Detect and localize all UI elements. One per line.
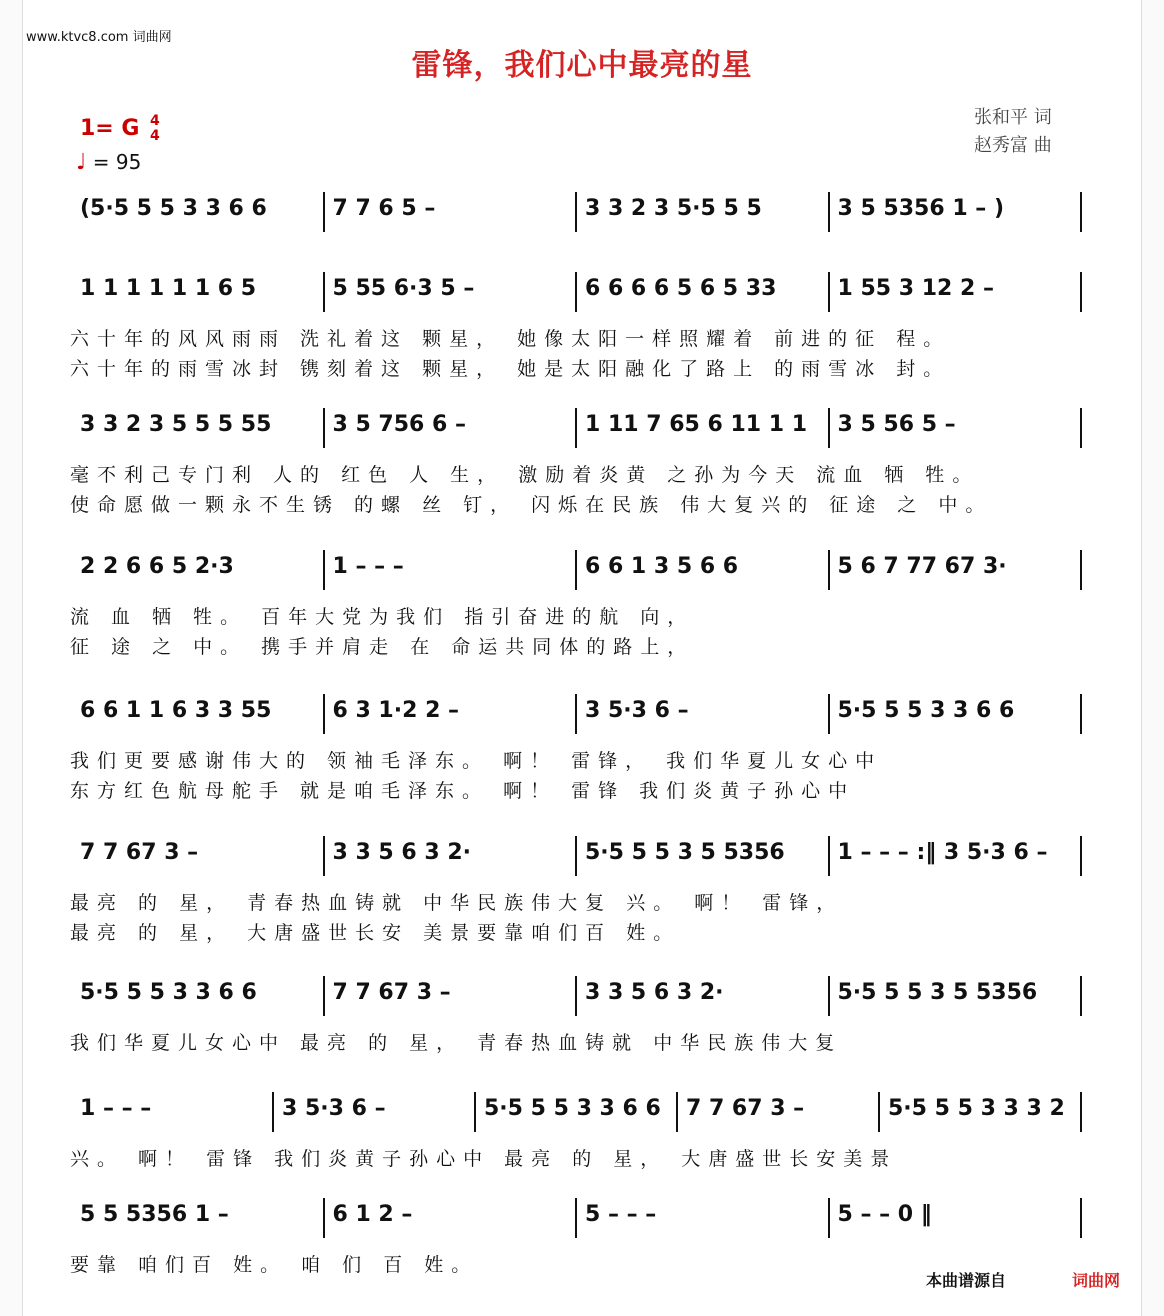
measure: 5 – – – <box>585 1202 657 1227</box>
bar-line <box>272 1092 274 1132</box>
bar-line <box>323 694 325 734</box>
tempo-value: = 95 <box>92 150 142 174</box>
measure: 5·5 5 5 3 5 5356 <box>837 980 1038 1005</box>
bar-line <box>575 408 577 448</box>
composer: 赵秀富 曲 <box>974 135 1052 156</box>
credits <box>974 104 1052 160</box>
measure: 5·5 5 5 3 3 6 6 <box>837 698 1015 723</box>
bar-line <box>828 272 830 312</box>
bar-line <box>575 550 577 590</box>
bar-line <box>474 1092 476 1132</box>
measure: (5·5 5 5 3 3 6 6 <box>80 196 267 221</box>
bar-line <box>676 1092 678 1132</box>
lyric-line: 使命愿做一颗永不生锈 的螺 丝 钉， 闪烁在民族 伟大复兴的 征途 之 中。 <box>70 494 993 516</box>
lyric-line: 六十年的风风雨雨 洗礼着这 颗星， 她像太阳一样照耀着 前进的征 程。 <box>70 328 951 350</box>
lyric-line: 我们更要感谢伟大的 领袖毛泽东。 啊！ 雷锋， 我们华夏儿女心中 <box>70 750 883 772</box>
lyric-line: 征 途 之 中。 携手并肩走 在 命运共同体的路上， <box>70 636 695 658</box>
notes-line <box>70 192 1090 228</box>
measure: 5 – – 0 ‖ <box>837 1202 932 1227</box>
bar-line <box>1080 550 1082 590</box>
lyricist: 张和平 词 <box>974 107 1052 128</box>
bar-line <box>828 694 830 734</box>
measure: 1 1 1 1 1 1 6 5 <box>80 276 257 301</box>
time-signature-top: 4 <box>150 113 160 129</box>
footer-site-name: 词曲网 <box>1072 1271 1121 1290</box>
measure: 6 6 1 1 6 3 3 55 <box>80 698 272 723</box>
notes-line <box>70 550 1090 586</box>
notes-line <box>70 1198 1090 1234</box>
key-signature: 1= G <box>80 116 140 141</box>
bar-line <box>1080 694 1082 734</box>
measure: 5 55 6·3 5 – <box>332 276 475 301</box>
bar-line <box>1080 1092 1082 1132</box>
song-title: 雷锋，我们心中最亮的星 <box>411 48 753 83</box>
measure: 3 5·3 6 – <box>585 698 689 723</box>
bar-line <box>1080 976 1082 1016</box>
measure: 1 – – – :‖ 3 5·3 6 – <box>837 840 1048 865</box>
measure: 1 55 3 12 2 – <box>837 276 994 301</box>
measure: 7 7 67 3 – <box>686 1096 805 1121</box>
measure: 5 5 5356 1 – <box>80 1202 229 1227</box>
tempo-marking <box>76 150 141 175</box>
bar-line <box>828 408 830 448</box>
bar-line <box>828 976 830 1016</box>
lyric-line: 最亮 的 星， 青春热血铸就 中华民族伟大复 兴。 啊！ 雷锋， <box>70 892 844 914</box>
bar-line <box>575 1198 577 1238</box>
measure: 3 5 756 6 – <box>332 412 466 437</box>
measure: 1 – – – <box>80 1096 152 1121</box>
bar-line <box>828 1198 830 1238</box>
measure: 3 3 5 6 3 2· <box>585 980 724 1005</box>
measure: 1 – – – <box>332 554 404 579</box>
time-signature-bottom: 4 <box>150 128 160 144</box>
notes-line <box>70 408 1090 444</box>
bar-line <box>1080 192 1082 232</box>
measure: 5 6 7 77 67 3· <box>837 554 1007 579</box>
bar-line <box>323 272 325 312</box>
lyric-line: 流 血 牺 牲。 百年大党为我们 指引奋进的航 向， <box>70 606 695 628</box>
lyric-line: 最亮 的 星， 大唐盛世长安 美景要靠咱们百 姓。 <box>70 922 681 944</box>
bar-line <box>323 192 325 232</box>
quarter-note-icon: ♩ <box>76 150 87 175</box>
lyric-line: 毫不利己专门利 人的 红色 人 生， 激励着炎黄 之孙为今天 流血 牺 牲。 <box>70 464 980 486</box>
bar-line <box>323 836 325 876</box>
lyric-line: 我们华夏儿女心中 最亮 的 星， 青春热血铸就 中华民族伟大复 <box>70 1032 843 1054</box>
measure: 3 3 2 3 5 5 5 55 <box>80 412 272 437</box>
measure: 6 1 2 – <box>332 1202 413 1227</box>
measure: 6 3 1·2 2 – <box>332 698 460 723</box>
bar-line <box>878 1092 880 1132</box>
bar-line <box>1080 836 1082 876</box>
notes-line <box>70 1092 1090 1128</box>
measure: 7 7 6 5 – <box>332 196 436 221</box>
measure: 3 5 56 5 – <box>837 412 956 437</box>
bar-line <box>575 976 577 1016</box>
measure: 1 11 7 65 6 11 1 1 <box>585 412 807 437</box>
bar-line <box>1080 272 1082 312</box>
bar-line <box>575 836 577 876</box>
measure: 5·5 5 5 3 5 5356 <box>585 840 785 865</box>
measure: 3 3 2 3 5·5 5 5 <box>585 196 762 221</box>
bar-line <box>575 694 577 734</box>
measure: 6 6 6 6 5 6 5 33 <box>585 276 777 301</box>
lyric-line: 要靠 咱们百 姓。 咱 们 百 姓。 <box>70 1254 479 1276</box>
bar-line <box>323 1198 325 1238</box>
notes-line <box>70 976 1090 1012</box>
bar-line <box>828 836 830 876</box>
bar-line <box>1080 408 1082 448</box>
lyric-line: 六十年的雨雪冰封 镌刻着这 颗星， 她是太阳融化了路上 的雨雪冰 封。 <box>70 358 951 380</box>
measure: 5·5 5 5 3 3 6 6 <box>80 980 257 1005</box>
measure: 2 2 6 6 5 2·3 <box>80 554 234 579</box>
time-signature <box>150 114 160 144</box>
bar-line <box>323 408 325 448</box>
measure: 5·5 5 5 3 3 6 6 <box>484 1096 661 1121</box>
lyric-line: 东方红色航母舵手 就是咱毛泽东。 啊！ 雷锋 我们炎黄子孙心中 <box>70 780 856 802</box>
bar-line <box>828 192 830 232</box>
measure: 7 7 67 3 – <box>80 840 199 865</box>
left-margin-strip <box>0 0 23 1316</box>
bar-line <box>575 272 577 312</box>
bar-line <box>828 550 830 590</box>
footer-source-label: 本曲谱源自 <box>926 1271 1007 1290</box>
notes-line <box>70 836 1090 872</box>
measure: 6 6 1 3 5 6 6 <box>585 554 739 579</box>
lyric-line: 兴。 啊！ 雷锋 我们炎黄子孙心中 最亮 的 星， 大唐盛世长安美景 <box>70 1148 898 1170</box>
measure: 5·5 5 5 3 3 3 2 <box>888 1096 1065 1121</box>
measure: 7 7 67 3 – <box>332 980 451 1005</box>
notes-line <box>70 694 1090 730</box>
bar-line <box>1080 1198 1082 1238</box>
measure: 3 5 5356 1 – ) <box>837 196 1005 221</box>
right-margin-strip <box>1141 0 1164 1316</box>
bar-line <box>323 976 325 1016</box>
bar-line <box>575 192 577 232</box>
site-url: www.ktvc8.com 词曲网 <box>26 30 172 45</box>
measure: 3 5·3 6 – <box>282 1096 386 1121</box>
notes-line <box>70 272 1090 308</box>
bar-line <box>323 550 325 590</box>
measure: 3 3 5 6 3 2· <box>332 840 471 865</box>
